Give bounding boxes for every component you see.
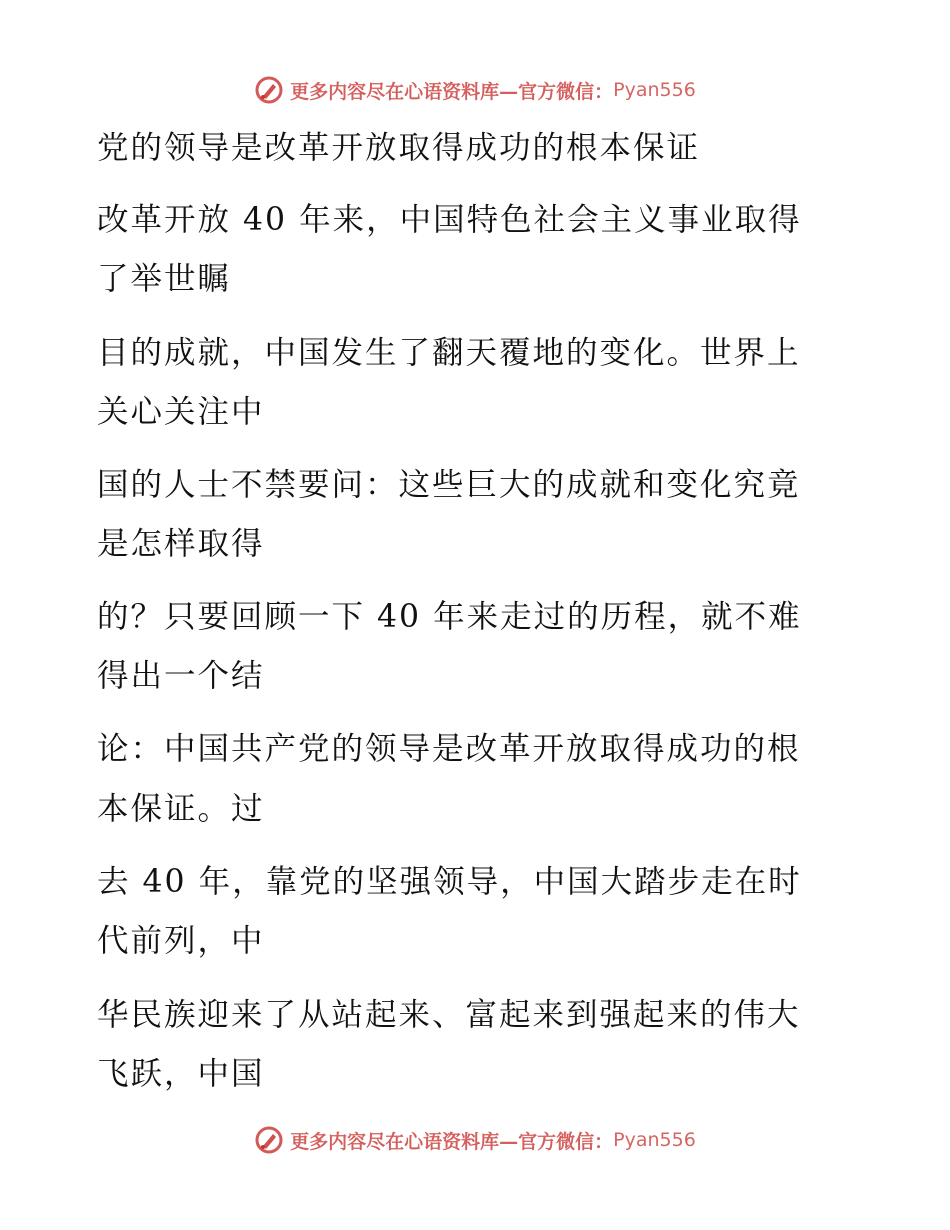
text-line: 飞跃，中国 [97,1056,265,1092]
footer-watermark-banner [0,1120,950,1160]
pen-logo-icon [254,75,284,105]
text-line: 党的领导是改革开放取得成功的根本保证 [97,130,701,166]
text-line: 代前列，中 [97,923,265,959]
text-line: 去 40 年，靠党的坚强领导，中国大踏步走在时 [97,864,802,900]
text-line: 华民族迎来了从站起来、富起来到强起来的伟大 [97,997,801,1033]
banner-text: 更多内容尽在心语资料库—官方微信： [290,1130,614,1153]
text-line: 本保证。过 [97,791,265,827]
text-line: 是怎样取得 [97,526,265,562]
text-line: 了举世瞩 [97,261,232,297]
banner-handle: Pyan556 [613,79,696,101]
text-line: 论：中国共产党的领导是改革开放取得成功的根 [97,731,801,767]
pen-logo-icon [254,1125,284,1155]
text-line: 目的成就，中国发生了翻天覆地的变化。世界上 [97,335,801,371]
text-line: 的？只要回顾一下 40 年来走过的历程，就不难 [97,599,802,635]
text-line: 改革开放 40 年来，中国特色社会主义事业取得 [97,202,802,238]
header-watermark-banner [0,70,950,110]
banner-handle: Pyan556 [613,1129,696,1151]
text-line: 国的人士不禁要问：这些巨大的成就和变化究竟 [97,467,801,503]
banner-text: 更多内容尽在心语资料库—官方微信： [290,80,614,103]
text-line: 关心关注中 [97,394,265,430]
text-line: 得出一个结 [97,658,265,694]
